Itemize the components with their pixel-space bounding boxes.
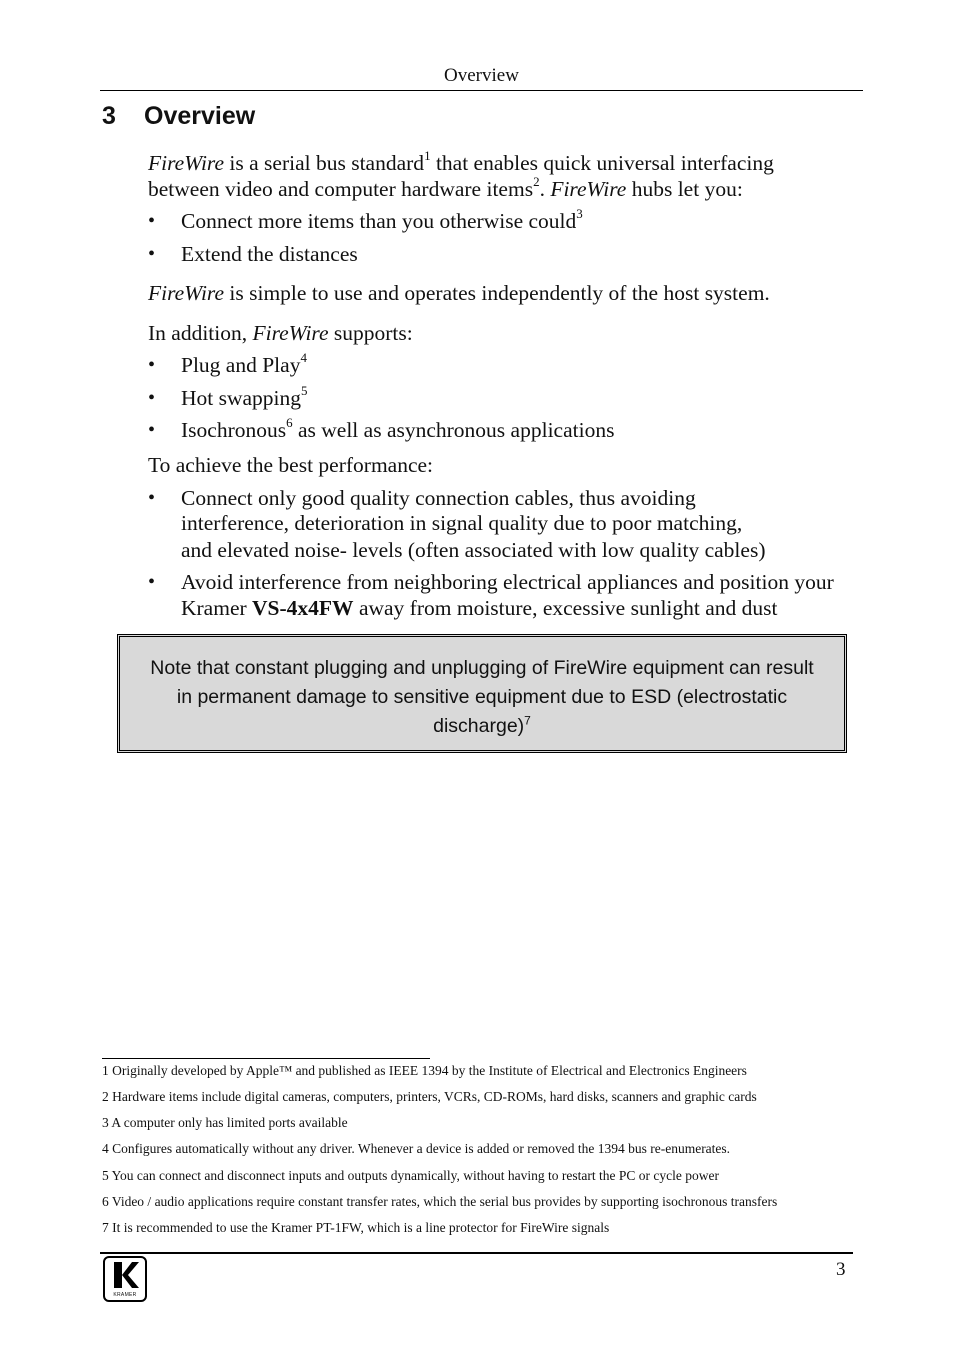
firewire-term: FireWire (252, 321, 329, 345)
kramer-k-icon (105, 1258, 145, 1292)
list-item (181, 349, 307, 378)
section-title: Overview (144, 102, 256, 130)
note-text: discharge) (433, 715, 525, 737)
bullet-icon: • (148, 487, 156, 509)
note-line: Note that constant plugging and unplugging of FireWire equipment can result (150, 657, 814, 679)
list-item-text: Connect more items than you otherwise could (181, 209, 577, 233)
intro-text: between video and computer hardware items (148, 177, 534, 201)
list-item-text: Plug and Play (181, 353, 301, 377)
list-item-text: Connect only good quality connection cables, thus avoiding (181, 486, 696, 510)
running-header-title: Overview (444, 65, 519, 86)
firewire-term: FireWire (148, 281, 225, 305)
list-item (181, 569, 834, 595)
bullet-icon: • (148, 387, 156, 409)
list-item-text: Avoid interference from neighboring electrical appliances and position your (181, 570, 834, 594)
intro-text: hubs let you: (626, 177, 743, 201)
firewire-term: FireWire (550, 177, 627, 201)
list-item-text: Isochronous (181, 418, 287, 442)
footnote-ref-1[interactable]: 1 (424, 147, 431, 163)
logo-wordmark: KRAMER (113, 1292, 137, 1298)
paragraph-text: is simple to use and operates independently of the host system. (224, 281, 770, 305)
bullet-icon: • (148, 571, 156, 593)
footer-rule (100, 1252, 853, 1254)
footnote-ref-3[interactable]: 3 (576, 205, 583, 221)
note-line (120, 712, 844, 741)
running-header (100, 64, 863, 91)
footnote-ref-4[interactable]: 4 (300, 349, 307, 365)
bullet-icon: • (148, 419, 156, 441)
footnote-ref-7[interactable]: 7 (524, 713, 531, 728)
list-item (181, 205, 583, 234)
intro-text: that enables quick universal interfacing (430, 151, 774, 175)
list-item (181, 382, 308, 411)
addition-paragraph (148, 320, 413, 346)
list-item-continuation (181, 537, 765, 563)
intro-line-2 (148, 173, 743, 202)
paragraph-text: To achieve the best performance: (148, 453, 434, 477)
list-item-text: Hot swapping (181, 386, 302, 410)
footnote-ref-6[interactable]: 6 (286, 414, 293, 430)
list-item-text: Kramer (181, 596, 253, 620)
note-line: in permanent damage to sensitive equipment due to ESD (electrostatic (176, 686, 788, 708)
intro-line-1 (148, 147, 774, 176)
bullet-icon: • (148, 354, 156, 376)
footnote: 3 A computer only has limited ports available (102, 1115, 348, 1130)
section-number: 3 (102, 102, 116, 130)
footnote: 5 You can connect and disconnect inputs and outputs dynamically, without having to restart the PC or cycle power (102, 1168, 719, 1183)
list-item-text: interference, deterioration in signal quality due to poor matching, (181, 511, 743, 535)
performance-paragraph (148, 452, 433, 478)
footnote: 7 It is recommended to use the Kramer PT-1FW, which is a line protector for FireWire signals (102, 1220, 610, 1235)
list-item-continuation (181, 595, 778, 621)
bullet-icon: • (148, 243, 156, 265)
section-heading (102, 100, 255, 132)
footnote: 6 Video / audio applications require constant transfer rates, which the serial bus provides by supporting isochronous transfers (102, 1194, 778, 1209)
footnote: 1 Originally developed by Apple™ and published as IEEE 1394 by the Institute of Electrical and Electronics Engineers (102, 1063, 747, 1078)
note-box (117, 634, 847, 753)
list-item (181, 485, 696, 511)
bullet-icon: • (148, 210, 156, 232)
list-item-text: as well as asynchronous applications (292, 418, 615, 442)
footnote: 2 Hardware items include digital cameras, computers, printers, VCRs, CD-ROMs, hard disks, scanners and graphic cards (102, 1089, 757, 1104)
list-item-text: and elevated noise- levels (often associated with low quality cables) (181, 538, 766, 562)
list-item (181, 241, 358, 267)
footnote-ref-2[interactable]: 2 (533, 173, 540, 189)
intro-text: is a serial bus standard (224, 151, 425, 175)
intro-text: . (539, 177, 551, 201)
product-model: VS-4x4FW (252, 596, 354, 620)
firewire-term: FireWire (148, 151, 225, 175)
list-item-text: away from moisture, excessive sunlight and dust (353, 596, 778, 620)
list-item-text: Extend the distances (181, 242, 358, 266)
paragraph-text: supports: (328, 321, 413, 345)
footnote-separator (102, 1058, 430, 1059)
list-item-continuation (181, 510, 742, 536)
list-item (181, 414, 615, 443)
kramer-logo (103, 1256, 147, 1302)
paragraph-text: In addition, (148, 321, 253, 345)
footnote: 4 Configures automatically without any driver. Whenever a device is added or removed the 1394 bus re-enumerates. (102, 1141, 731, 1156)
page-number: 3 (836, 1259, 846, 1280)
simple-paragraph (148, 280, 770, 306)
footnote-ref-5[interactable]: 5 (301, 382, 308, 398)
